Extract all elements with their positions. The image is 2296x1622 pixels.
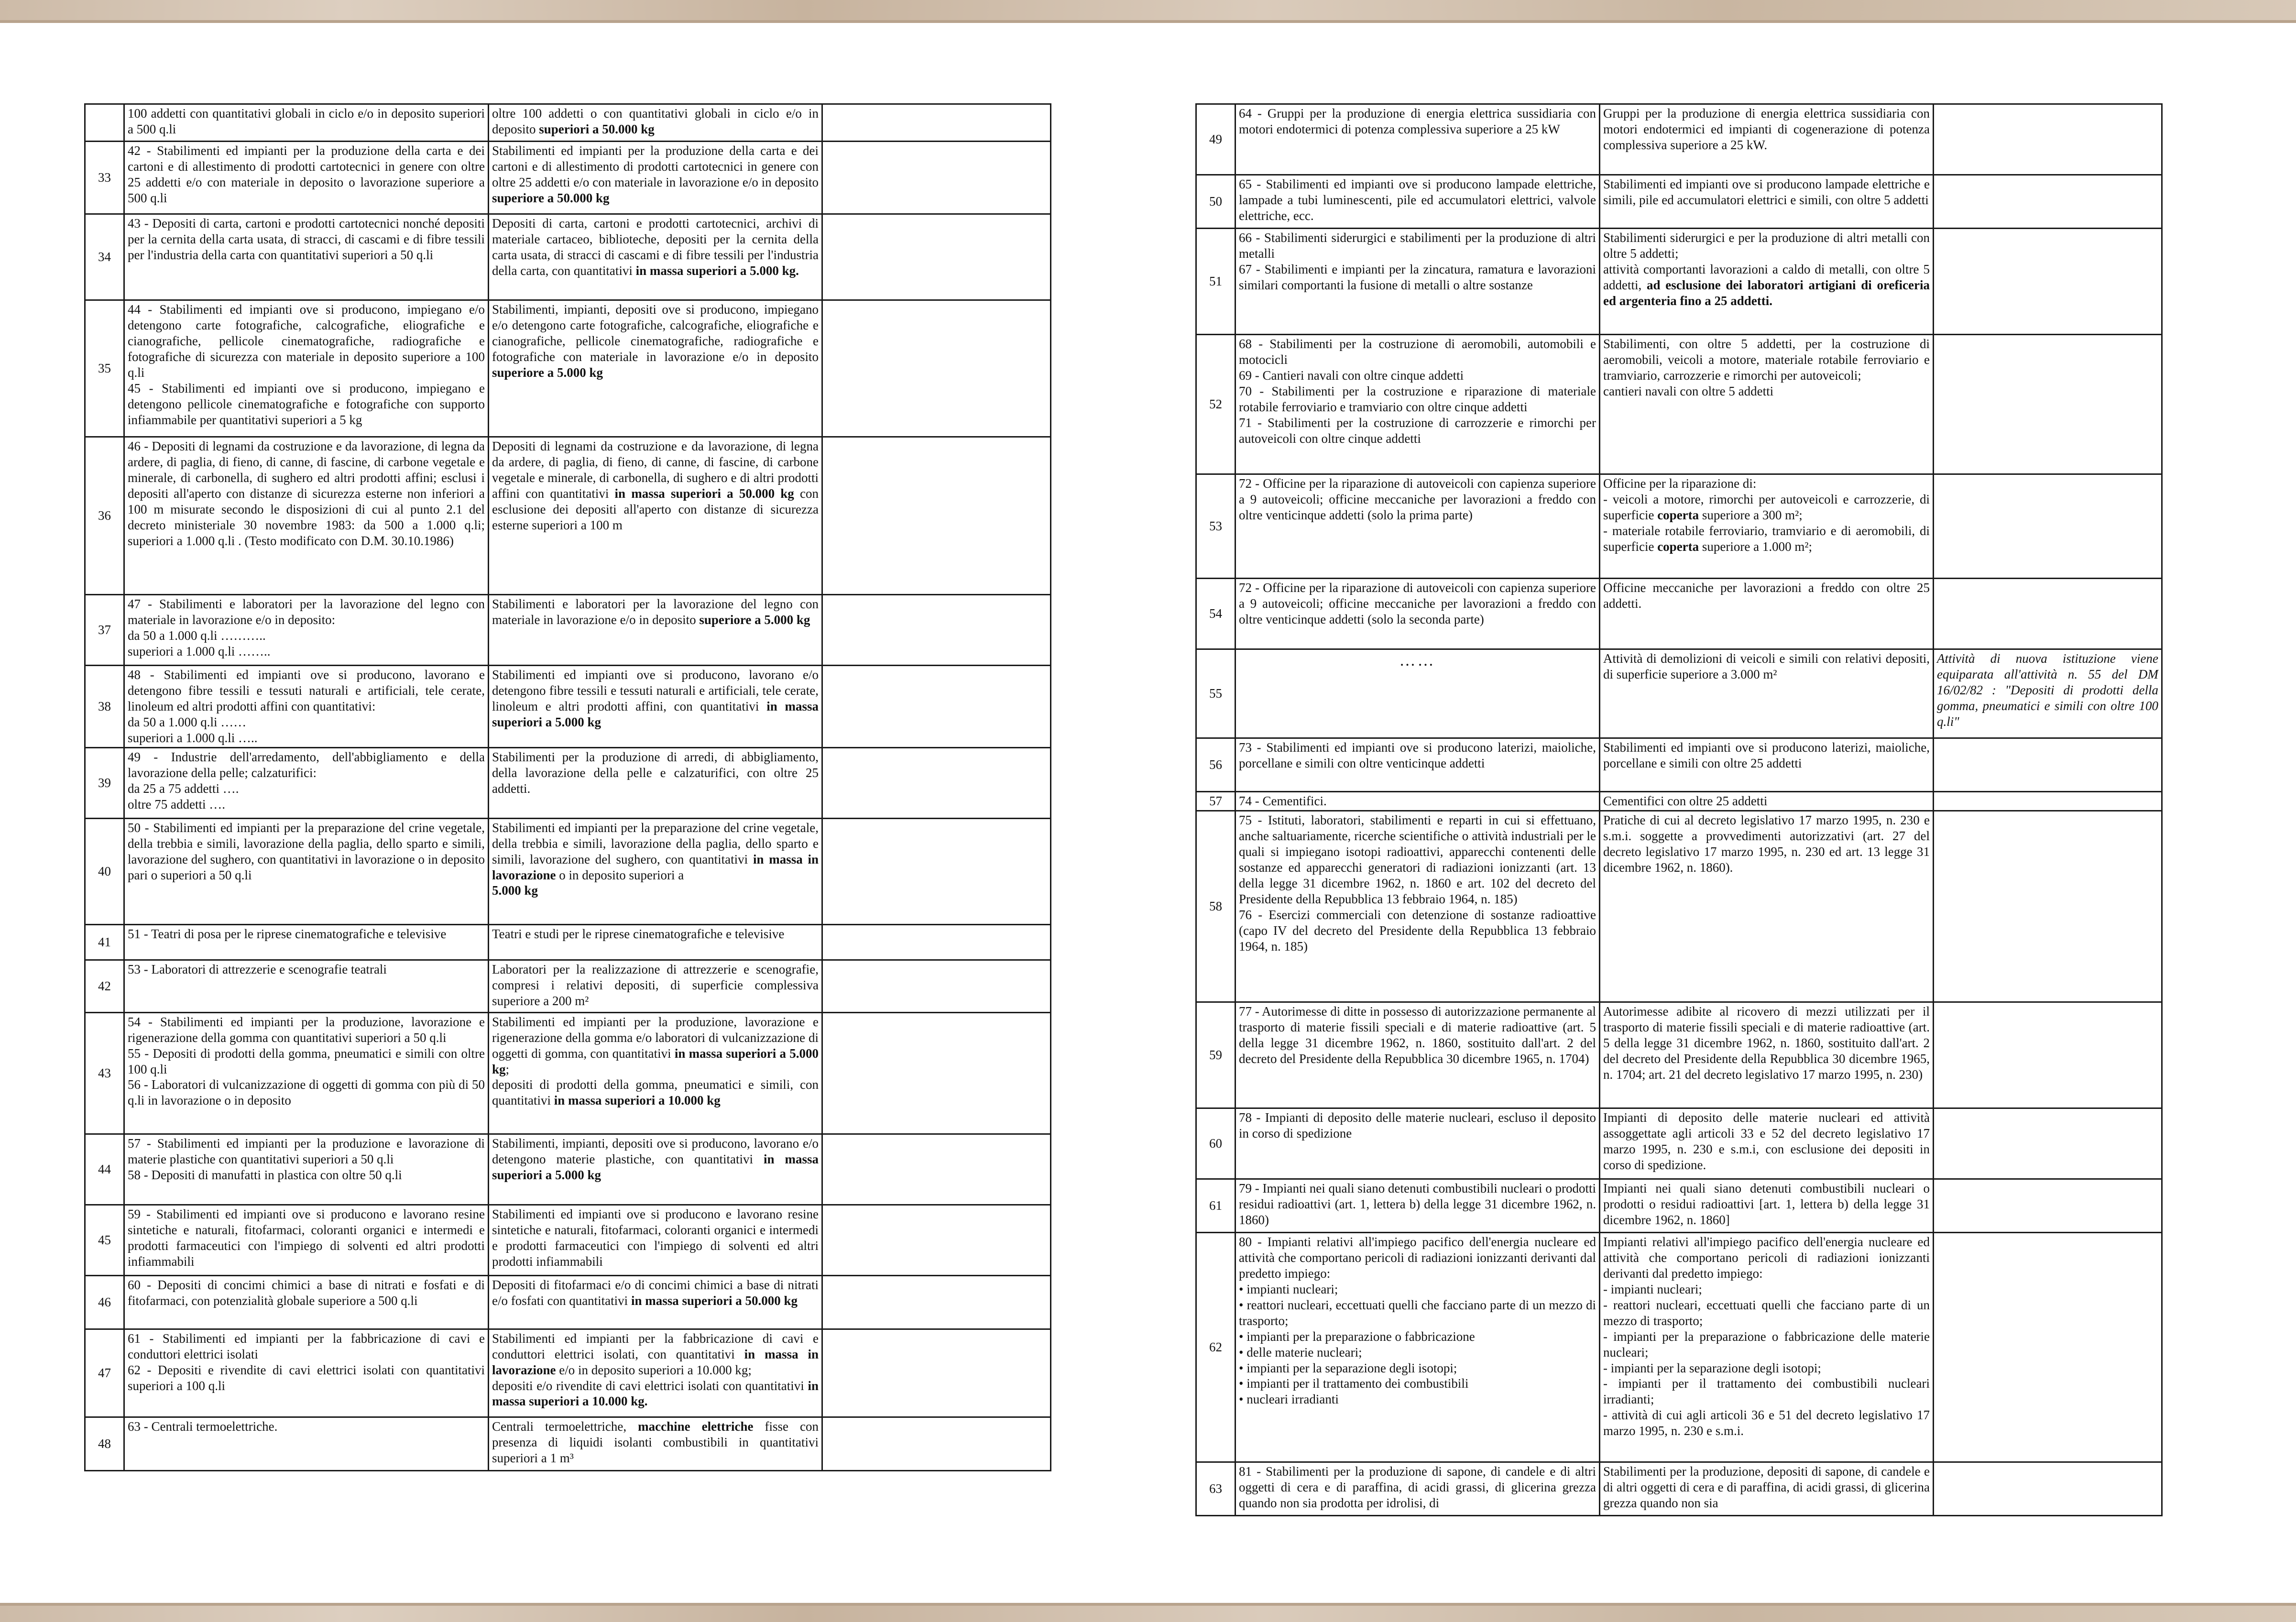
notes-cell [1934, 1002, 2162, 1108]
cell-line: Impianti nei quali siano detenuti combustibili nucleari o prodotti o residui radioattivi [art. 1, lettera b) della legge 31 dicembre 1962, n. 1860] [1603, 1181, 1930, 1227]
cell-line: Depositi di carta, cartoni e prodotti cartotecnici, archivi di materiale cartaceo, biblioteche, depositi per la cernita della carta usata, di stracci di cascami e di fibre tessili per l'industria della carta, con quantitativi in massa superiori a 5.000 kg. [492, 216, 819, 278]
row-number: 62 [1196, 1233, 1235, 1462]
notes-cell [822, 595, 1051, 666]
cell-line: Stabilimenti, impianti, depositi ove si producono, lavorano e/o detengono materie plastiche, con quantitativi in massa superiori a 5.000 kg [492, 1136, 819, 1182]
row-number: 39 [85, 747, 124, 818]
table-row [1196, 1108, 2162, 1179]
cell-line: 80 - Impianti relativi all'impiego pacifico dell'energia nucleare ed attività che comportano pericoli di radiazioni ionizzanti derivanti dal predetto impiego: [1239, 1235, 1596, 1281]
cell-line: 5.000 kg [492, 883, 538, 898]
row-number: 54 [1196, 579, 1235, 649]
cell-line: 51 - Teatri di posa per le riprese cinematografiche e televisive [128, 926, 447, 941]
cell-line: 100 addetti con quantitativi globali in ciclo e/o in deposito superiori a 500 q.li [128, 106, 485, 136]
cell-line: Depositi di fitofarmaci e/o di concimi chimici a base di nitrati e/o fosfati con quantitativi in massa superiori a 50.000 kg [492, 1277, 819, 1308]
original-activity-cell [1235, 104, 1600, 175]
right-page-table [1195, 103, 2163, 1516]
table-row [85, 1205, 1051, 1275]
original-activity-cell [1235, 738, 1600, 792]
original-activity-cell [124, 300, 489, 437]
row-number: 41 [85, 924, 124, 960]
cell-line: - impianti per la separazione degli isotopi; [1603, 1360, 1821, 1375]
cell-line: 54 - Stabilimenti ed impianti per la produzione, lavorazione e rigenerazione della gomma con quantitativi superiori a 50 q.li [128, 1014, 485, 1045]
cell-line: da 50 a 1.000 q.li ……….. [128, 628, 266, 643]
original-activity-cell [1235, 811, 1600, 1002]
table-row [1196, 474, 2162, 579]
cell-line: 50 - Stabilimenti ed impianti per la preparazione del crine vegetale, della trebbia e simili, lavorazione della paglia, dello sparto e simili, lavorazione del sughero, con quantitativi in lavorazione o in deposito pari o superiori a 50 q.li [128, 820, 485, 882]
cell-line: Stabilimenti e laboratori per la lavorazione del legno con materiale in lavorazione e/o in deposito superiore a 5.000 kg [492, 597, 819, 627]
row-number: 63 [1196, 1462, 1235, 1516]
original-activity-cell [1235, 1179, 1600, 1233]
original-activity-cell [1235, 792, 1600, 811]
notes-cell [822, 818, 1051, 924]
original-activity-cell [1235, 1462, 1600, 1516]
original-activity-cell [124, 1134, 489, 1205]
table-row [1196, 792, 2162, 811]
row-number: 58 [1196, 811, 1235, 1002]
cell-line: Autorimesse adibite al ricovero di mezzi utilizzati per il trasporto di materie fissili speciali e di materie radioattive (art. 5 della legge 31 dicembre 1962, n. 1860, sostituito dall'art. 2 del decreto del Presidente della Repubblica 30 dicembre 1965, n. 1704; art. 21 del decreto legislativo 17 marzo 1995, n. 230) [1603, 1004, 1930, 1082]
cell-line: 81 - Stabilimenti per la produzione di sapone, di candele e di altri oggetti di cera e di paraffina, di acidi grassi, di glicerina grezza quando non sia prodotta per idrolisi, di [1239, 1464, 1596, 1510]
cell-line: depositi di prodotti della gomma, pneumatici e simili, con quantitativi in massa superiori a 10.000 kg [492, 1077, 819, 1108]
row-number: 35 [85, 300, 124, 437]
row-number: 38 [85, 666, 124, 748]
cell-line: 47 - Stabilimenti e laboratori per la lavorazione del legno con materiale in lavorazione e/o in deposito: [128, 597, 485, 627]
original-activity-cell [124, 104, 489, 142]
cell-line: 46 - Depositi di legnami da costruzione e da lavorazione, di legna da ardere, di paglia, di fieno, di canne, di fascine, di carbone vegetale e minerale, di carbonella, di sughero ed altri prodotti affini; esclusi i depositi all'aperto con distanze di sicurezza esterne non inferiori a 100 m misurate secondo le disposizioni di cui al punto 2.1 del decreto ministeriale 30 novembre 1983: da 500 a 1.000 q.li; superiori a 1.000 q.li . (Testo modificato con D.M. 30.10.1986) [128, 439, 485, 548]
original-activity-cell [124, 595, 489, 666]
table-row [85, 666, 1051, 748]
row-number: 37 [85, 595, 124, 666]
row-number: 36 [85, 437, 124, 595]
new-activity-cell [489, 142, 822, 214]
notes-cell [822, 1012, 1051, 1134]
cell-line: 74 - Cementifici. [1239, 794, 1327, 808]
cell-line: 58 - Depositi di manufatti in plastica con oltre 50 q.li [128, 1167, 402, 1182]
cell-line: 59 - Stabilimenti ed impianti ove si producono e lavorano resine sintetiche e naturali, fitofarmaci, coloranti organici e intermedi e prodotti farmaceutici con l'impiego di solventi ed altri prodotti infiammabili [128, 1206, 485, 1269]
cell-line: Centrali termoelettriche, macchine elettriche fisse con presenza di liquidi isolanti combustibili in quantitativi superiori a 1 m³ [492, 1419, 819, 1465]
table-row [1196, 1233, 2162, 1462]
notes-cell [1934, 792, 2162, 811]
new-activity-cell [489, 1329, 822, 1417]
row-number: 42 [85, 960, 124, 1012]
new-activity-cell [489, 747, 822, 818]
original-activity-cell [124, 1205, 489, 1275]
cell-line: Pratiche di cui al decreto legislativo 17 marzo 1995, n. 230 e s.m.i. soggette a provvedimenti autorizzativi (art. 27 del decreto legislativo 17 marzo 1995, n. 230 ed art. 13 legge 31 dicembre 1962, n. 1860). [1603, 813, 1930, 875]
cell-line: • impianti per il trattamento dei combustibili [1239, 1376, 1469, 1391]
notes-cell [1934, 229, 2162, 335]
notes-cell [1934, 1233, 2162, 1462]
new-activity-cell [1600, 738, 1934, 792]
notes-cell [822, 747, 1051, 818]
notes-cell [822, 1275, 1051, 1329]
notes-cell [822, 437, 1051, 595]
row-number: 44 [85, 1134, 124, 1205]
cell-line: Stabilimenti siderurgici e per la produzione di altri metalli con oltre 5 addetti; [1603, 230, 1930, 261]
notes-cell [1934, 1108, 2162, 1179]
new-activity-cell [1600, 104, 1934, 175]
table-row [1196, 1002, 2162, 1108]
row-number: 50 [1196, 175, 1235, 229]
row-number: 56 [1196, 738, 1235, 792]
cell-line: 48 - Stabilimenti ed impianti ove si producono, lavorano e detengono fibre tessili e tessuti naturali e artificiali, tele cerate, linoleum ed altri prodotti affini con quantitativi: [128, 668, 485, 713]
cell-line: oltre 75 addetti …. [128, 797, 225, 811]
original-activity-cell [1235, 1233, 1600, 1462]
row-number: 34 [85, 214, 124, 300]
new-activity-cell [1600, 811, 1934, 1002]
cell-line: 68 - Stabilimenti per la costruzione di aeromobili, automobili e motocicli [1239, 337, 1596, 367]
original-activity-cell [1235, 335, 1600, 474]
cell-line: 66 - Stabilimenti siderurgici e stabilimenti per la produzione di altri metalli [1239, 230, 1596, 261]
original-activity-cell [1235, 1002, 1600, 1108]
cell-line: Attività di nuova istituzione viene equiparata all'attività n. 55 del DM 16/02/82 : "Depositi di prodotti della gomma, pneumatici e simili con oltre 100 q.li" [1937, 651, 2158, 729]
cell-line: - materiale rotabile ferroviario, tramviario e di aeromobili, di superficie coperta superiore a 1.000 m²; [1603, 523, 1930, 554]
notes-cell [822, 960, 1051, 1012]
cell-line: 78 - Impianti di deposito delle materie nucleari, escluso il deposito in corso di spedizione [1239, 1110, 1596, 1140]
table-row [1196, 104, 2162, 175]
row-number: 40 [85, 818, 124, 924]
cell-line: …… [1399, 652, 1436, 669]
notes-cell [1934, 474, 2162, 579]
notes-cell [822, 666, 1051, 748]
new-activity-cell [489, 1417, 822, 1470]
table-row [85, 818, 1051, 924]
new-activity-cell [489, 300, 822, 437]
table-row [1196, 175, 2162, 229]
table-row [1196, 738, 2162, 792]
table-row [1196, 335, 2162, 474]
cell-line: Stabilimenti ed impianti per la preparazione del crine vegetale, della trebbia e simili, lavorazione della paglia, dello sparto e simili, lavorazione del sughero, con quantitativi in massa in lavorazione o in deposito superiori a [492, 820, 819, 882]
original-activity-cell [1235, 579, 1600, 649]
table-row [1196, 1179, 2162, 1233]
cell-line: Stabilimenti ed impianti ove si producono e lavorano resine sintetiche e naturali, fitofarmaci, coloranti organici e intermedi e prodotti farmaceutici con l'impiego di solventi ed altri prodotti infiammabili [492, 1206, 819, 1269]
notes-cell [822, 214, 1051, 300]
cell-line: 67 - Stabilimenti e impianti per la zincatura, ramatura e lavorazioni similari comportanti la fusione di metalli o altre sostanze [1239, 262, 1596, 292]
new-activity-cell [1600, 1462, 1934, 1516]
row-number: 60 [1196, 1108, 1235, 1179]
cell-line: 62 - Depositi e rivendite di cavi elettrici isolati con quantitativi superiori a 100 q.li [128, 1362, 485, 1393]
cell-line: Officine per la riparazione di: [1603, 476, 1757, 491]
row-number: 48 [85, 1417, 124, 1470]
cell-line: Impianti di deposito delle materie nucleari ed attività assoggettate agli articoli 33 e 52 del decreto legislativo 17 marzo 1995, n. 230 e s.m.i, con esclusione dei depositi in corso di spedizione. [1603, 1110, 1930, 1172]
table-row [1196, 811, 2162, 1002]
top-edge-band [0, 0, 2296, 23]
cell-line: 75 - Istituti, laboratori, stabilimenti e reparti in cui si effettuano, anche saltuariamente, ricerche scientifiche o attività industriali per le quali si impiegano isotopi radioattivi, apparecchi contenenti delle sostanze ed apparecchi generatori di radiazioni ionizzanti (art. 13 della legge 31 dicembre 1962, n. 1860 e art. 102 del decreto del Presidente della Repubblica 13 febbraio 1964, n. 185) [1239, 813, 1596, 906]
cell-line: - impianti per il trattamento dei combustibili nucleari irradianti; [1603, 1376, 1930, 1407]
new-activity-cell [1600, 649, 1934, 738]
table-row [85, 1012, 1051, 1134]
notes-cell [1934, 579, 2162, 649]
table-row [85, 747, 1051, 818]
cell-line: da 50 a 1.000 q.li …… [128, 714, 247, 729]
cell-line: Stabilimenti, impianti, depositi ove si producono, impiegano e/o detengono carte fotografiche, calcografiche, eliografiche e cianografiche, pellicole cinematografiche, radiografiche e fotografiche con materiale in lavorazione e/o in deposito superiore a 5.000 kg [492, 302, 819, 380]
original-activity-cell [124, 666, 489, 748]
notes-cell [1934, 738, 2162, 792]
cell-line: Attività di demolizioni di veicoli e simili con relativi depositi, di superficie superiore a 3.000 m² [1603, 651, 1930, 681]
cell-line: Stabilimenti ed impianti ove si producono, lavorano e/o detengono fibre tessili e tessuti naturali e artificiali, tele cerate, linoleum e altri prodotti affini, con quantitativi in massa superiori a 5.000 kg [492, 668, 819, 729]
row-number: 53 [1196, 474, 1235, 579]
row-number: 45 [85, 1205, 124, 1275]
original-activity-cell [1235, 1108, 1600, 1179]
row-number: 59 [1196, 1002, 1235, 1108]
cell-line: Cementifici con oltre 25 addetti [1603, 794, 1768, 808]
cell-line: Gruppi per la produzione di energia elettrica sussidiaria con motori endotermici ed impianti di cogenerazione di potenza complessiva superiore a 25 kW. [1603, 106, 1930, 152]
row-number: 55 [1196, 649, 1235, 738]
notes-cell [1934, 335, 2162, 474]
table-row [85, 300, 1051, 437]
cell-line: • reattori nucleari, eccettuati quelli che facciano parte di un mezzo di trasporto; [1239, 1297, 1596, 1328]
new-activity-cell [489, 1205, 822, 1275]
cell-line: - impianti nucleari; [1603, 1282, 1702, 1296]
table-row [85, 960, 1051, 1012]
original-activity-cell [124, 1012, 489, 1134]
new-activity-cell [489, 1012, 822, 1134]
cell-line: Depositi di legnami da costruzione e da lavorazione, di legna da ardere, di paglia, di fieno, di canne, di fascine, di carbone vegetale e minerale, di carbonella, di sughero e di altri prodotti affini con quantitativi in massa superiori a 50.000 kg con esclusione dei depositi all'aperto con distanze di sicurezza esterne superiori a 100 m [492, 439, 819, 532]
original-activity-cell [1235, 175, 1600, 229]
row-number: 33 [85, 142, 124, 214]
table-row [85, 1329, 1051, 1417]
cell-line: • delle materie nucleari; [1239, 1345, 1362, 1359]
original-activity-cell [1235, 649, 1600, 738]
table-row [85, 104, 1051, 142]
new-activity-cell [1600, 175, 1934, 229]
row-number: 43 [85, 1012, 124, 1134]
notes-cell [822, 1417, 1051, 1470]
notes-cell [1934, 1462, 2162, 1516]
cell-line: • impianti nucleari; [1239, 1282, 1338, 1296]
notes-cell [822, 1205, 1051, 1275]
row-number: 46 [85, 1275, 124, 1329]
original-activity-cell [124, 924, 489, 960]
cell-line: • impianti per la separazione degli isotopi; [1239, 1360, 1457, 1375]
cell-line: 76 - Esercizi commerciali con detenzione di sostanze radioattive (capo IV del decreto del Presidente della Repubblica 13 febbraio 1964, n. 185) [1239, 907, 1596, 953]
cell-line: 72 - Officine per la riparazione di autoveicoli con capienza superiore a 9 autoveicoli; officine meccaniche per lavorazioni a freddo con oltre venticinque addetti (solo la seconda parte) [1239, 581, 1596, 626]
table-row [1196, 1462, 2162, 1516]
new-activity-cell [489, 924, 822, 960]
table-row [85, 214, 1051, 300]
new-activity-cell [1600, 792, 1934, 811]
new-activity-cell [1600, 335, 1934, 474]
cell-line: 73 - Stabilimenti ed impianti ove si producono laterizi, maioliche, porcellane e simili con oltre venticinque addetti [1239, 740, 1596, 770]
row-number: 57 [1196, 792, 1235, 811]
cell-line: 42 - Stabilimenti ed impianti per la produzione della carta e dei cartoni e di allestimento di prodotti cartotecnici in genere con oltre 25 addetti e/o con materiale in deposito o lavorazione superiore a 500 q.li [128, 143, 485, 205]
original-activity-cell [124, 818, 489, 924]
new-activity-cell [1600, 1002, 1934, 1108]
cell-line: - veicoli a motore, rimorchi per autoveicoli e carrozzerie, di superficie coperta superiore a 300 m²; [1603, 492, 1930, 522]
notes-cell [822, 300, 1051, 437]
table-row [85, 595, 1051, 666]
cell-line: Stabilimenti ed impianti ove si producono lampade elettriche e simili, pile ed accumulatori elettrici e simili, con oltre 5 addetti [1603, 177, 1930, 207]
table-row [85, 1417, 1051, 1470]
original-activity-cell [1235, 229, 1600, 335]
cell-line: Teatri e studi per le riprese cinematografiche e televisive [492, 926, 785, 941]
new-activity-cell [1600, 474, 1934, 579]
notes-cell [822, 924, 1051, 960]
cell-line: 79 - Impianti nei quali siano detenuti combustibili nucleari o prodotti residui radioattivi (art. 1, lettera b) della legge 31 dicembre 1962, n. 1860) [1239, 1181, 1596, 1227]
cell-line: 53 - Laboratori di attrezzerie e scenografie teatrali [128, 962, 387, 976]
new-activity-cell [489, 214, 822, 300]
cell-line: Stabilimenti ed impianti per la fabbricazione di cavi e conduttori elettrici isolati, con quantitativi in massa in lavorazione e/o in deposito superiori a 10.000 kg; [492, 1331, 819, 1377]
original-activity-cell [124, 960, 489, 1012]
original-activity-cell [124, 747, 489, 818]
new-activity-cell [489, 437, 822, 595]
new-activity-cell [489, 595, 822, 666]
cell-line: 45 - Stabilimenti ed impianti ove si producono, impiegano e detengono pellicole cinematografiche e fotografiche con supporto infiammabile per quantitativi superiori a 5 kg [128, 381, 485, 427]
row-number [85, 104, 124, 142]
cell-line: • nucleari irradianti [1239, 1392, 1339, 1407]
cell-line: - attività di cui agli articoli 36 e 51 del decreto legislativo 17 marzo 1995, n. 230 e s.m.i. [1603, 1408, 1930, 1438]
bottom-edge-band [0, 1603, 2296, 1622]
cell-line: Stabilimenti ed impianti per la produzione della carta e dei cartoni e di allestimento di prodotti cartotecnici in genere con oltre 25 addetti e/o con materiale in lavorazione e/o in deposito superiore a 50.000 kg [492, 143, 819, 205]
cell-line: 63 - Centrali termoelettriche. [128, 1419, 278, 1434]
cell-line: superiori a 1.000 q.li ….. [128, 730, 258, 745]
cell-line: oltre 100 addetti o con quantitativi globali in ciclo e/o in deposito superiori a 50.000 kg [492, 106, 819, 136]
cell-line: - impianti per la preparazione o fabbricazione delle materie nucleari; [1603, 1329, 1930, 1359]
cell-line: 64 - Gruppi per la produzione di energia elettrica sussidiaria con motori endotermici di potenza complessiva superiore a 25 kW [1239, 106, 1596, 136]
row-number: 61 [1196, 1179, 1235, 1233]
notes-cell [1934, 1179, 2162, 1233]
new-activity-cell [489, 960, 822, 1012]
table-row [1196, 649, 2162, 738]
table-row [85, 142, 1051, 214]
notes-cell [822, 104, 1051, 142]
table-row [1196, 229, 2162, 335]
new-activity-cell [1600, 579, 1934, 649]
original-activity-cell [124, 1275, 489, 1329]
original-activity-cell [124, 437, 489, 595]
cell-line: 43 - Depositi di carta, cartoni e prodotti cartotecnici nonché depositi per la cernita della carta usata, di stracci, di cascami e di fibre tessili per l'industria della carta con quantitativi superiori a 50 q.li [128, 216, 485, 262]
table-row [85, 924, 1051, 960]
cell-line: 69 - Cantieri navali con oltre cinque addetti [1239, 368, 1464, 383]
cell-line: Officine meccaniche per lavorazioni a freddo con oltre 25 addetti. [1603, 581, 1930, 611]
table-row [85, 1275, 1051, 1329]
original-activity-cell [124, 142, 489, 214]
left-page-table [84, 103, 1051, 1471]
new-activity-cell [489, 818, 822, 924]
new-activity-cell [1600, 1233, 1934, 1462]
cell-line: 72 - Officine per la riparazione di autoveicoli con capienza superiore a 9 autoveicoli; officine meccaniche per lavorazioni a freddo con oltre venticinque addetti (solo la prima parte) [1239, 476, 1596, 522]
cell-line: Stabilimenti per la produzione di arredi, di abbigliamento, della lavorazione della pelle e calzaturifici, con oltre 25 addetti. [492, 749, 819, 796]
cell-line: Laboratori per la realizzazione di attrezzerie e scenografie, compresi i relativi depositi, di superficie complessiva superiore a 200 m² [492, 962, 819, 1008]
new-activity-cell [489, 666, 822, 748]
notes-cell [1934, 104, 2162, 175]
cell-line: 49 - Industrie dell'arredamento, dell'abbigliamento e della lavorazione della pelle; calzaturifici: [128, 749, 485, 780]
cell-line: 65 - Stabilimenti ed impianti ove si producono lampade elettriche, lampade a tubi luminescenti, pile ed accumulatori elettrici, valvole elettriche, ecc. [1239, 177, 1596, 223]
cell-line: 61 - Stabilimenti ed impianti per la fabbricazione di cavi e conduttori elettrici isolati [128, 1331, 485, 1361]
cell-line: 44 - Stabilimenti ed impianti ove si producono, impiegano e/o detengono carte fotografiche, calcografiche, eliografiche e cianografiche, pellicole cinematografiche, radiografiche e fotografiche di sicurezza con materiale in deposito superiore a 100 q.li [128, 302, 485, 380]
original-activity-cell [124, 1329, 489, 1417]
original-activity-cell [124, 214, 489, 300]
new-activity-cell [1600, 1179, 1934, 1233]
notes-cell [1934, 175, 2162, 229]
notes-cell [822, 1134, 1051, 1205]
cell-line: 55 - Depositi di prodotti della gomma, pneumatici e simili con oltre 100 q.li [128, 1046, 485, 1076]
cell-line: Impianti relativi all'impiego pacifico dell'energia nucleare ed attività che comportano pericoli di radiazioni ionizzanti derivanti dal predetto impiego: [1603, 1235, 1930, 1281]
new-activity-cell [489, 1275, 822, 1329]
cell-line: Stabilimenti per la produzione, depositi di sapone, di candele e di altri oggetti di cera e di paraffina, di acidi grassi, di glicerina grezza quando non sia [1603, 1464, 1930, 1510]
table-row [85, 1134, 1051, 1205]
cell-line: 57 - Stabilimenti ed impianti per la produzione e lavorazione di materie plastiche con quantitativi superiori a 50 q.li [128, 1136, 485, 1166]
cell-line: 77 - Autorimesse di ditte in possesso di autorizzazione permanente al trasporto di materie fissili speciali e di materie radioattive (art. 5 della legge 31 dicembre 1962, n. 1860, sostituito dall'art. 2 del decreto del Presidente della Repubblica 30 dicembre 1965, n. 1704) [1239, 1004, 1596, 1066]
cell-line: - reattori nucleari, eccettuati quelli che facciano parte di un mezzo di trasporto; [1603, 1297, 1930, 1328]
row-number: 49 [1196, 104, 1235, 175]
row-number: 52 [1196, 335, 1235, 474]
table-row [85, 437, 1051, 595]
notes-cell [822, 1329, 1051, 1417]
cell-line: 60 - Depositi di concimi chimici a base di nitrati e fosfati e di fitofarmaci, con potenzialità globale superiore a 500 q.li [128, 1277, 485, 1308]
cell-line: cantieri navali con oltre 5 addetti [1603, 384, 1774, 398]
table-row [1196, 579, 2162, 649]
new-activity-cell [1600, 1108, 1934, 1179]
new-activity-cell [489, 1134, 822, 1205]
cell-line: Stabilimenti ed impianti per la produzione, lavorazione e rigenerazione della gomma e/o laboratori di vulcanizzazione di oggetti di gomma, con quantitativi in massa superiori a 5.000 kg; [492, 1014, 819, 1076]
new-activity-cell [1600, 229, 1934, 335]
cell-line: 71 - Stabilimenti per la costruzione di carrozzerie e rimorchi per autoveicoli con oltre cinque addetti [1239, 415, 1596, 446]
cell-line: 56 - Laboratori di vulcanizzazione di oggetti di gomma con più di 50 q.li in lavorazione o in deposito [128, 1077, 485, 1108]
cell-line: Stabilimenti, con oltre 5 addetti, per la costruzione di aeromobili, veicoli a motore, materiale rotabile ferroviario e tramviario, carrozzerie e rimorchi per autoveicoli; [1603, 337, 1930, 383]
cell-line: • impianti per la preparazione o fabbricazione [1239, 1329, 1475, 1344]
original-activity-cell [1235, 474, 1600, 579]
cell-line: Stabilimenti ed impianti ove si producono laterizi, maioliche, porcellane e simili con oltre 25 addetti [1603, 740, 1930, 770]
row-number: 47 [85, 1329, 124, 1417]
cell-line: da 25 a 75 addetti …. [128, 781, 239, 796]
original-activity-cell [124, 1417, 489, 1470]
cell-line: superiori a 1.000 q.li …….. [128, 644, 271, 658]
cell-line: 70 - Stabilimenti per la costruzione e riparazione di materiale rotabile ferroviario e tramviario con oltre cinque addetti [1239, 384, 1596, 414]
new-activity-cell [489, 104, 822, 142]
notes-cell [1934, 649, 2162, 738]
cell-line: attività comportanti lavorazioni a caldo di metalli, con oltre 5 addetti, ad esclusione dei laboratori artigiani di oreficeria ed argenteria fino a 25 addetti. [1603, 262, 1930, 308]
notes-cell [1934, 811, 2162, 1002]
row-number: 51 [1196, 229, 1235, 335]
notes-cell [822, 142, 1051, 214]
cell-line: depositi e/o rivendite di cavi elettrici isolati con quantitativi in massa superiori a 10.000 kg. [492, 1378, 819, 1409]
